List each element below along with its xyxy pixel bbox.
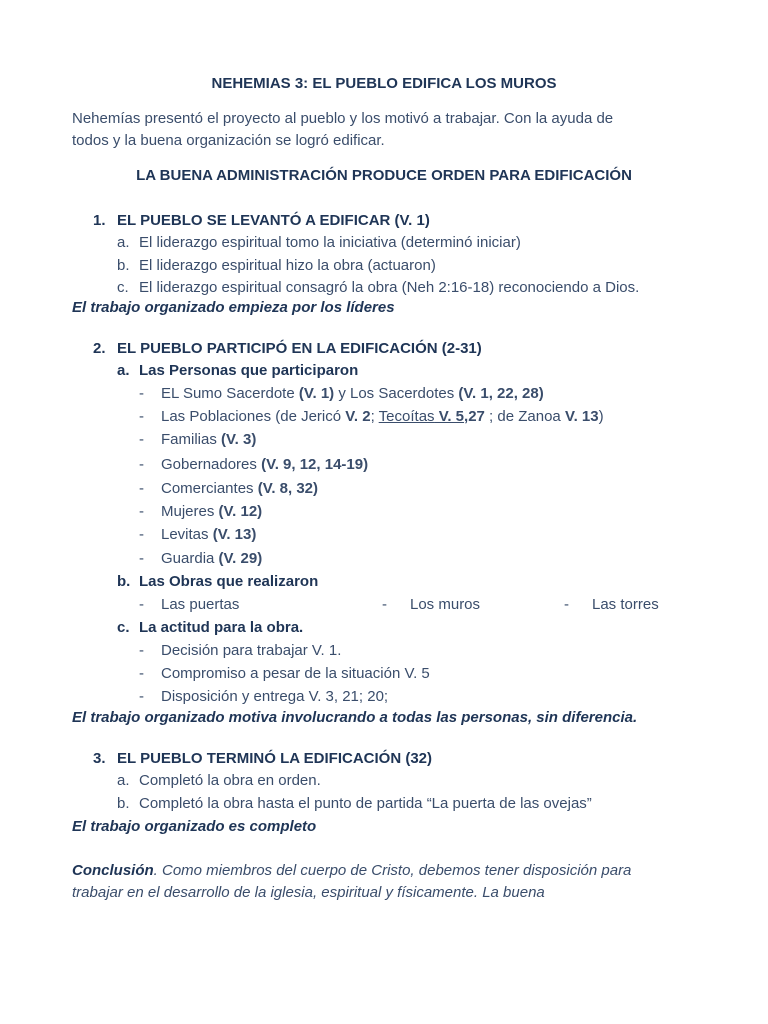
section3-item-text: Completó la obra hasta el punto de partida “La puerta de las ovejas” bbox=[139, 795, 592, 812]
subsection-b-letter: b. bbox=[117, 573, 131, 590]
work-item: Las torres bbox=[592, 596, 659, 613]
list-dash: - bbox=[382, 596, 387, 613]
final-conclusion-label: Conclusión bbox=[72, 862, 154, 879]
subsection-c-letter: c. bbox=[117, 619, 130, 636]
participant-item: Guardia (V. 29) bbox=[161, 550, 263, 567]
work-item: Los muros bbox=[410, 596, 481, 613]
section2-conclusion: El trabajo organizado motiva involucrando a todas las personas, sin diferencia. bbox=[72, 709, 638, 726]
participant-item: Levitas (V. 13) bbox=[161, 526, 257, 543]
final-conclusion-line-2: trabajar en el desarrollo de la iglesia, espiritual y físicamente. La buena bbox=[72, 884, 545, 901]
page-title: NEHEMIAS 3: EL PUEBLO EDIFICA LOS MUROS bbox=[211, 75, 557, 92]
participant-item: Mujeres (V. 12) bbox=[161, 503, 263, 520]
attitude-item: Decisión para trabajar V. 1. bbox=[161, 642, 342, 659]
list-dash: - bbox=[139, 480, 144, 497]
section2-number: 2. bbox=[93, 340, 106, 357]
participant-item: Gobernadores (V. 9, 12, 14-19) bbox=[161, 456, 369, 473]
work-item: Las puertas bbox=[161, 596, 240, 613]
list-dash: - bbox=[139, 526, 144, 543]
list-dash: - bbox=[139, 456, 144, 473]
list-dash: - bbox=[139, 385, 144, 402]
intro-line-2: todos y la buena organización se logró edificar. bbox=[72, 132, 385, 149]
list-dash: - bbox=[564, 596, 569, 613]
section1-item-text: El liderazgo espiritual tomo la iniciativa (determinó iniciar) bbox=[139, 234, 521, 251]
section1-item-letter: c. bbox=[117, 279, 129, 296]
section2-heading: EL PUEBLO PARTICIPÓ EN LA EDIFICACIÓN (2-31) bbox=[117, 340, 482, 357]
section1-item-letter: b. bbox=[117, 257, 130, 274]
participant-item: Las Poblaciones (de Jericó V. 2; Tecoítas V. 5,27 ; de Zanoa V. 13) bbox=[161, 408, 604, 425]
subsection-c-label: La actitud para la obra. bbox=[139, 619, 304, 636]
intro-line-1: Nehemías presentó el proyecto al pueblo y los motivó a trabajar. Con la ayuda de bbox=[72, 110, 614, 127]
page-subtitle: LA BUENA ADMINISTRACIÓN PRODUCE ORDEN PARA EDIFICACIÓN bbox=[136, 167, 632, 184]
section3-heading: EL PUEBLO TERMINÓ LA EDIFICACIÓN (32) bbox=[117, 750, 433, 767]
participant-item: EL Sumo Sacerdote (V. 1) y Los Sacerdotes (V. 1, 22, 28) bbox=[161, 385, 544, 402]
list-dash: - bbox=[139, 642, 144, 659]
list-dash: - bbox=[139, 688, 144, 705]
list-dash: - bbox=[139, 596, 144, 613]
section1-item-text: El liderazgo espiritual consagró la obra (Neh 2:16-18) reconociendo a Dios. bbox=[139, 279, 640, 296]
list-dash: - bbox=[139, 431, 144, 448]
section3-item-text: Completó la obra en orden. bbox=[139, 772, 321, 789]
attitude-item: Compromiso a pesar de la situación V. 5 bbox=[161, 665, 430, 682]
participant-item: Comerciantes (V. 8, 32) bbox=[161, 480, 319, 497]
list-dash: - bbox=[139, 503, 144, 520]
section1-heading: EL PUEBLO SE LEVANTÓ A EDIFICAR (V. 1) bbox=[117, 212, 430, 229]
section1-item-letter: a. bbox=[117, 234, 130, 251]
participant-item: Familias (V. 3) bbox=[161, 431, 257, 448]
section1-number: 1. bbox=[93, 212, 106, 229]
list-dash: - bbox=[139, 408, 144, 425]
final-conclusion-line-1: Conclusión. Como miembros del cuerpo de Cristo, debemos tener disposición para bbox=[72, 862, 632, 879]
section3-item-letter: b. bbox=[117, 795, 130, 812]
section3-number: 3. bbox=[93, 750, 106, 767]
section1-item-text: El liderazgo espiritual hizo la obra (actuaron) bbox=[139, 257, 436, 274]
section3-item-letter: a. bbox=[117, 772, 130, 789]
subsection-a-letter: a. bbox=[117, 362, 130, 379]
list-dash: - bbox=[139, 665, 144, 682]
section3-conclusion: El trabajo organizado es completo bbox=[72, 818, 317, 835]
subsection-b-label: Las Obras que realizaron bbox=[139, 573, 319, 590]
section1-conclusion: El trabajo organizado empieza por los líderes bbox=[72, 299, 395, 316]
subsection-a-label: Las Personas que participaron bbox=[139, 362, 359, 379]
list-dash: - bbox=[139, 550, 144, 567]
attitude-item: Disposición y entrega V. 3, 21; 20; bbox=[161, 688, 389, 705]
